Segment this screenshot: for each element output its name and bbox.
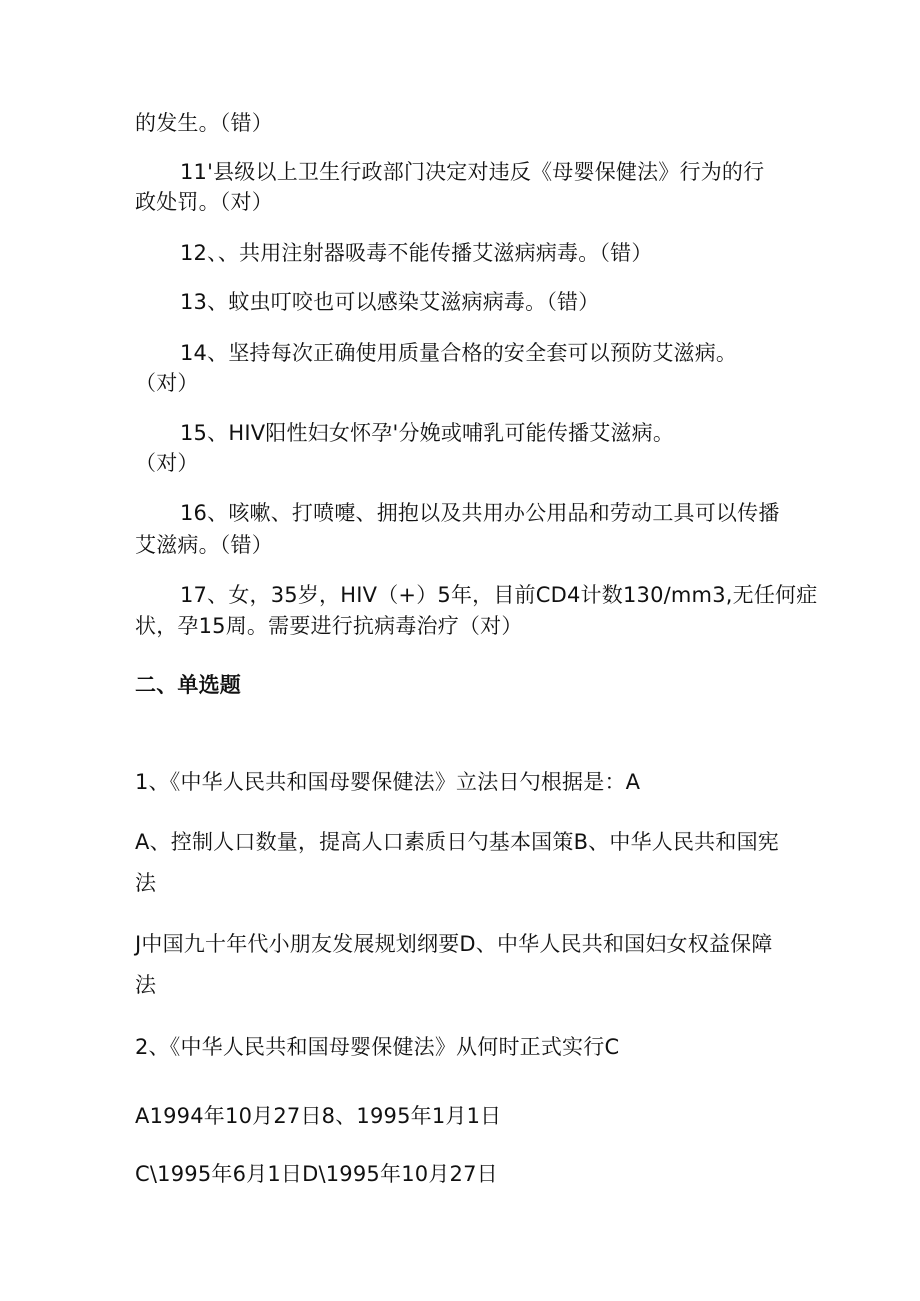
question-2: 2、《中华人民共和国母婴保健法》从何时正式实行C xyxy=(135,1035,620,1059)
text-line: 政处罚。（对） xyxy=(135,190,273,214)
question-2-options-cd: C\1995年6月1日D\1995年10月27日 xyxy=(135,1162,498,1186)
true-false-item-15: 15、HIV阳性妇女怀孕'分娩或哺乳可能传播艾滋病。 xyxy=(180,421,675,445)
text-line: （对） xyxy=(135,371,199,395)
text-line: 法 xyxy=(135,871,157,895)
text-line: （对） xyxy=(135,451,199,475)
text-line: 艾滋病。（错） xyxy=(135,533,273,557)
question-1-options-cd: J中国九十年代小朋友发展规划纲要D、中华人民共和国妇女权益保障 xyxy=(135,932,773,956)
true-false-item-17: 17、女，35岁，HIV（+）5年，目前CD4计数130∕mm3,无任何症 xyxy=(180,583,818,607)
true-false-item-12: 12、、共用注射器吸毒不能传播艾滋病病毒。（错） xyxy=(180,241,653,265)
true-false-item-16: 16、咳嗽、打喷嚏、拥抱以及共用办公用品和劳动工具可以传播 xyxy=(180,501,780,525)
text-line: 状，孕15周。需要进行抗病毒治疗（对） xyxy=(135,614,523,638)
true-false-item-14: 14、坚持每次正确使用质量合格的安全套可以预防艾滋病。 xyxy=(180,341,738,365)
text-line: 的发生。（错） xyxy=(135,111,273,135)
section-heading: 二、单选题 xyxy=(135,673,241,697)
true-false-item-11: 11'县级以上卫生行政部门决定对违反《母婴保健法》行为的行 xyxy=(180,160,765,184)
question-1: 1、《中华人民共和国母婴保健法》立法日勺根据是：A xyxy=(135,770,641,794)
question-1-options-ab: A、控制人口数量，提高人口素质日勺基本国策B、中华人民共和国宪 xyxy=(135,830,779,854)
true-false-item-13: 13、蚊虫叮咬也可以感染艾滋病病毒。（错） xyxy=(180,290,600,314)
question-2-options-ab: A1994年10月27日8、1995年1月1日 xyxy=(135,1104,502,1128)
text-line: 法 xyxy=(135,973,157,997)
